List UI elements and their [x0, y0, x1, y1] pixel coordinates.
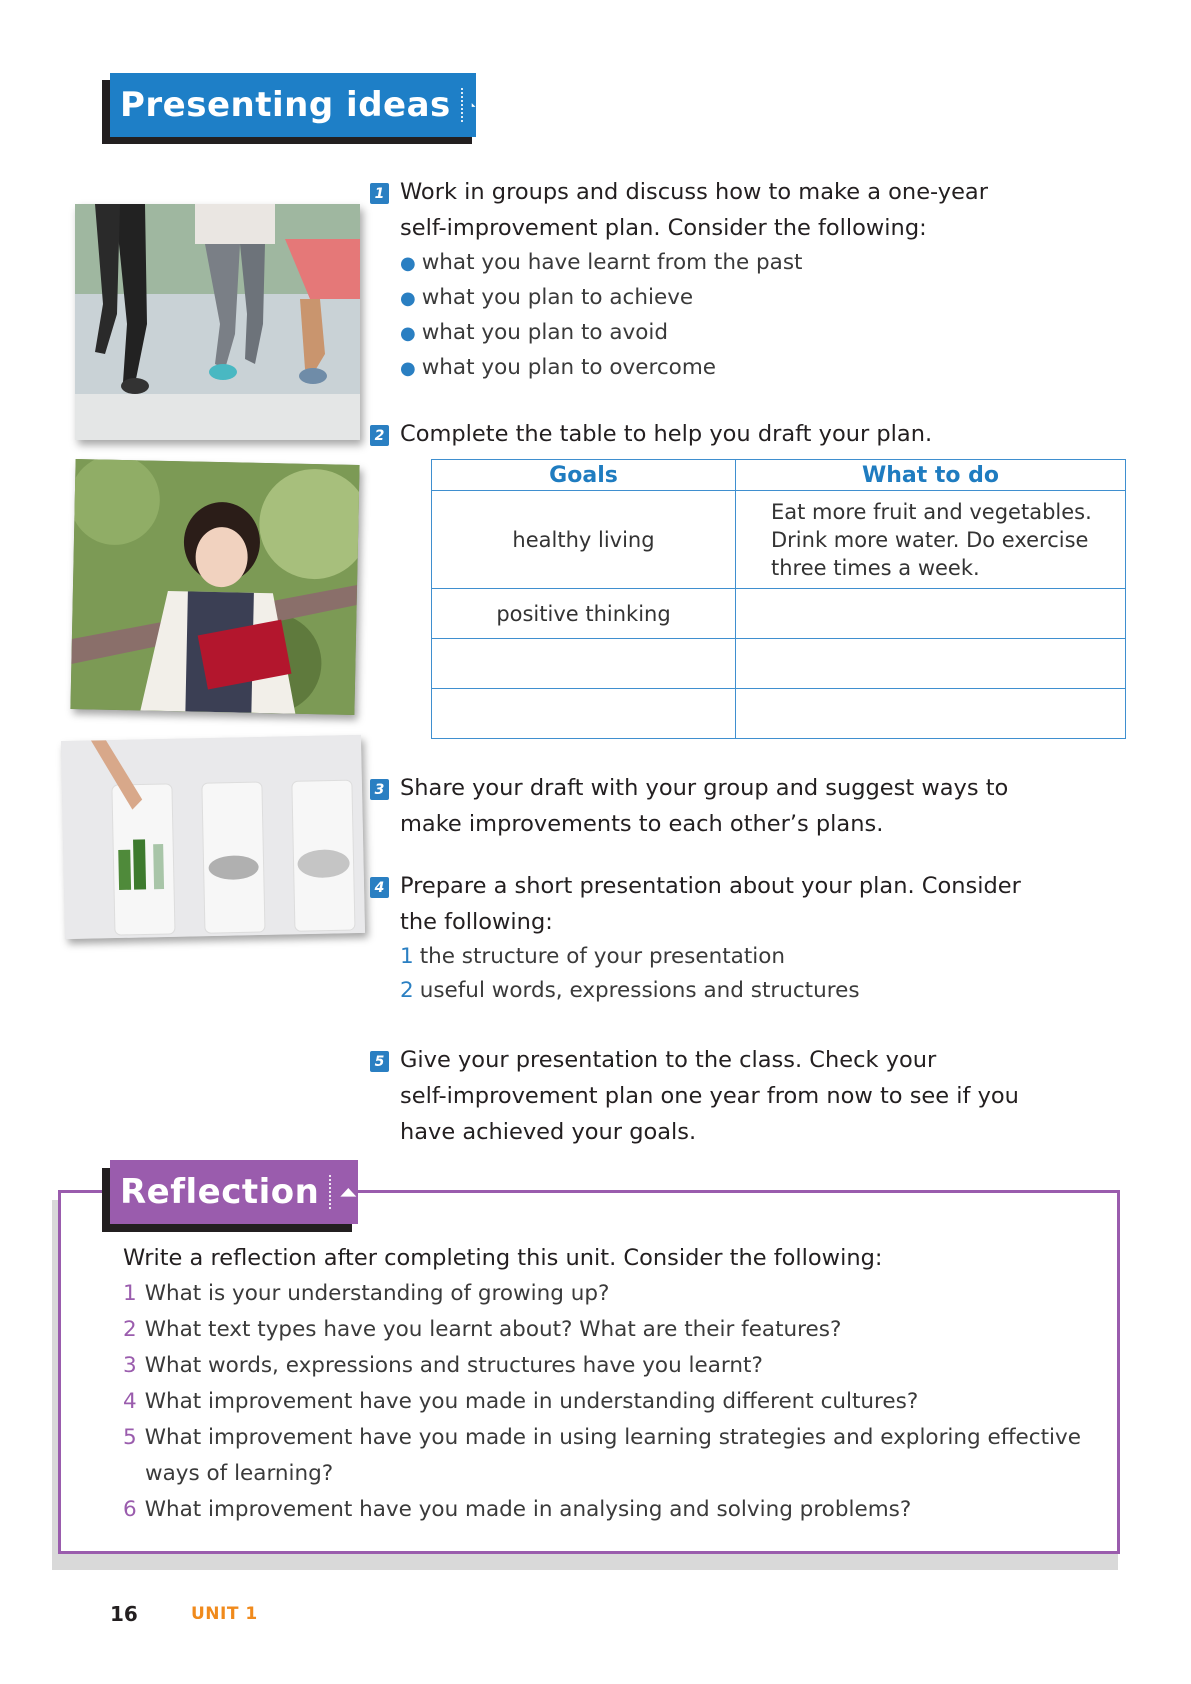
table-row: [432, 589, 1126, 639]
task-number-badge: 4: [370, 877, 389, 898]
bullet-icon: ●: [400, 253, 416, 274]
task-text-line: the following:: [400, 909, 553, 935]
numbered-item: 2 useful words, expressions and structures: [400, 978, 860, 1003]
bullet-icon: ●: [400, 358, 416, 379]
task-text-line: self-improvement plan. Consider the following:: [400, 215, 927, 241]
task-number-badge: 3: [370, 779, 389, 800]
task-5: [374, 1042, 1060, 1150]
reflection-item: 4 What improvement have you made in understanding different cultures?: [123, 1389, 919, 1414]
task-4: [374, 868, 1060, 1008]
corner-arrow-icon: [471, 94, 476, 116]
photo-recycling-bins: [61, 735, 365, 939]
photo-runners: [75, 204, 360, 440]
bullet-icon: ●: [400, 288, 416, 309]
numbered-item: 1 the structure of your presentation: [400, 944, 786, 969]
table-cell-goal: healthy living: [432, 491, 736, 589]
table-cell-what[interactable]: [736, 639, 1126, 689]
bullet-item: ● what you have learnt from the past: [400, 250, 803, 275]
bullet-item: ● what you plan to avoid: [400, 320, 669, 345]
task-text-line: make improvements to each other’s plans.: [400, 811, 884, 837]
table-row: [432, 639, 1126, 689]
up-arrow-icon: [339, 1183, 358, 1201]
reflection-item: 1 What is your understanding of growing up?: [123, 1281, 610, 1306]
reflection-content: [123, 1240, 1083, 1528]
table-cell-goal: positive thinking: [432, 589, 736, 639]
reflection-item: 5 What improvement have you made in using learning strategies and exploring effective: [123, 1425, 1081, 1450]
task-text-line: Give your presentation to the class. Check your: [400, 1047, 937, 1073]
task-text-line: Work in groups and discuss how to make a one-year: [400, 179, 988, 205]
presenting-ideas-title: Presenting ideas: [120, 85, 451, 125]
task-1: [374, 174, 1060, 386]
table-row: [432, 491, 1126, 589]
task-number-badge: 1: [370, 183, 389, 204]
task-text-line: self-improvement plan one year from now to see if you: [400, 1083, 1019, 1109]
table-cell-goal[interactable]: [432, 689, 736, 739]
plan-table: [431, 459, 1126, 739]
reflection-title: Reflection: [120, 1172, 320, 1212]
reflection-item: 3 What words, expressions and structures have you learnt?: [123, 1353, 763, 1378]
reflection-item: 2 What text types have you learnt about? What are their features?: [123, 1317, 842, 1342]
unit-label: UNIT 1: [191, 1604, 258, 1624]
table-cell-what[interactable]: [736, 689, 1126, 739]
photo-girl-reading: [70, 459, 359, 715]
table-cell-what[interactable]: [736, 589, 1126, 639]
bullet-item: ● what you plan to overcome: [400, 355, 716, 380]
task-text-line: Share your draft with your group and suggest ways to: [400, 775, 1009, 801]
table-header-what-to-do: What to do: [736, 460, 1126, 491]
task-text-line: Complete the table to help you draft your plan.: [400, 421, 933, 447]
table-header-goals: Goals: [432, 460, 736, 491]
task-3: [374, 770, 1060, 842]
page-number: 16: [110, 1602, 138, 1626]
table-cell-goal[interactable]: [432, 639, 736, 689]
reflection-intro: Write a reflection after completing this unit. Consider the following:: [123, 1245, 883, 1271]
task-number-badge: 5: [370, 1051, 389, 1072]
reflection-item-continued: ways of learning?: [145, 1461, 334, 1486]
table-row: [432, 689, 1126, 739]
bullet-icon: ●: [400, 323, 416, 344]
task-number-badge: 2: [370, 425, 389, 446]
table-cell-what: Eat more fruit and vegetables. Drink more water. Do exercise three times a week.: [736, 491, 1126, 589]
reflection-item: 6 What improvement have you made in analysing and solving problems?: [123, 1497, 912, 1522]
bullet-item: ● what you plan to achieve: [400, 285, 694, 310]
task-text-line: Prepare a short presentation about your plan. Consider: [400, 873, 1021, 899]
task-2: [374, 416, 1060, 452]
task-text-line: have achieved your goals.: [400, 1119, 697, 1145]
